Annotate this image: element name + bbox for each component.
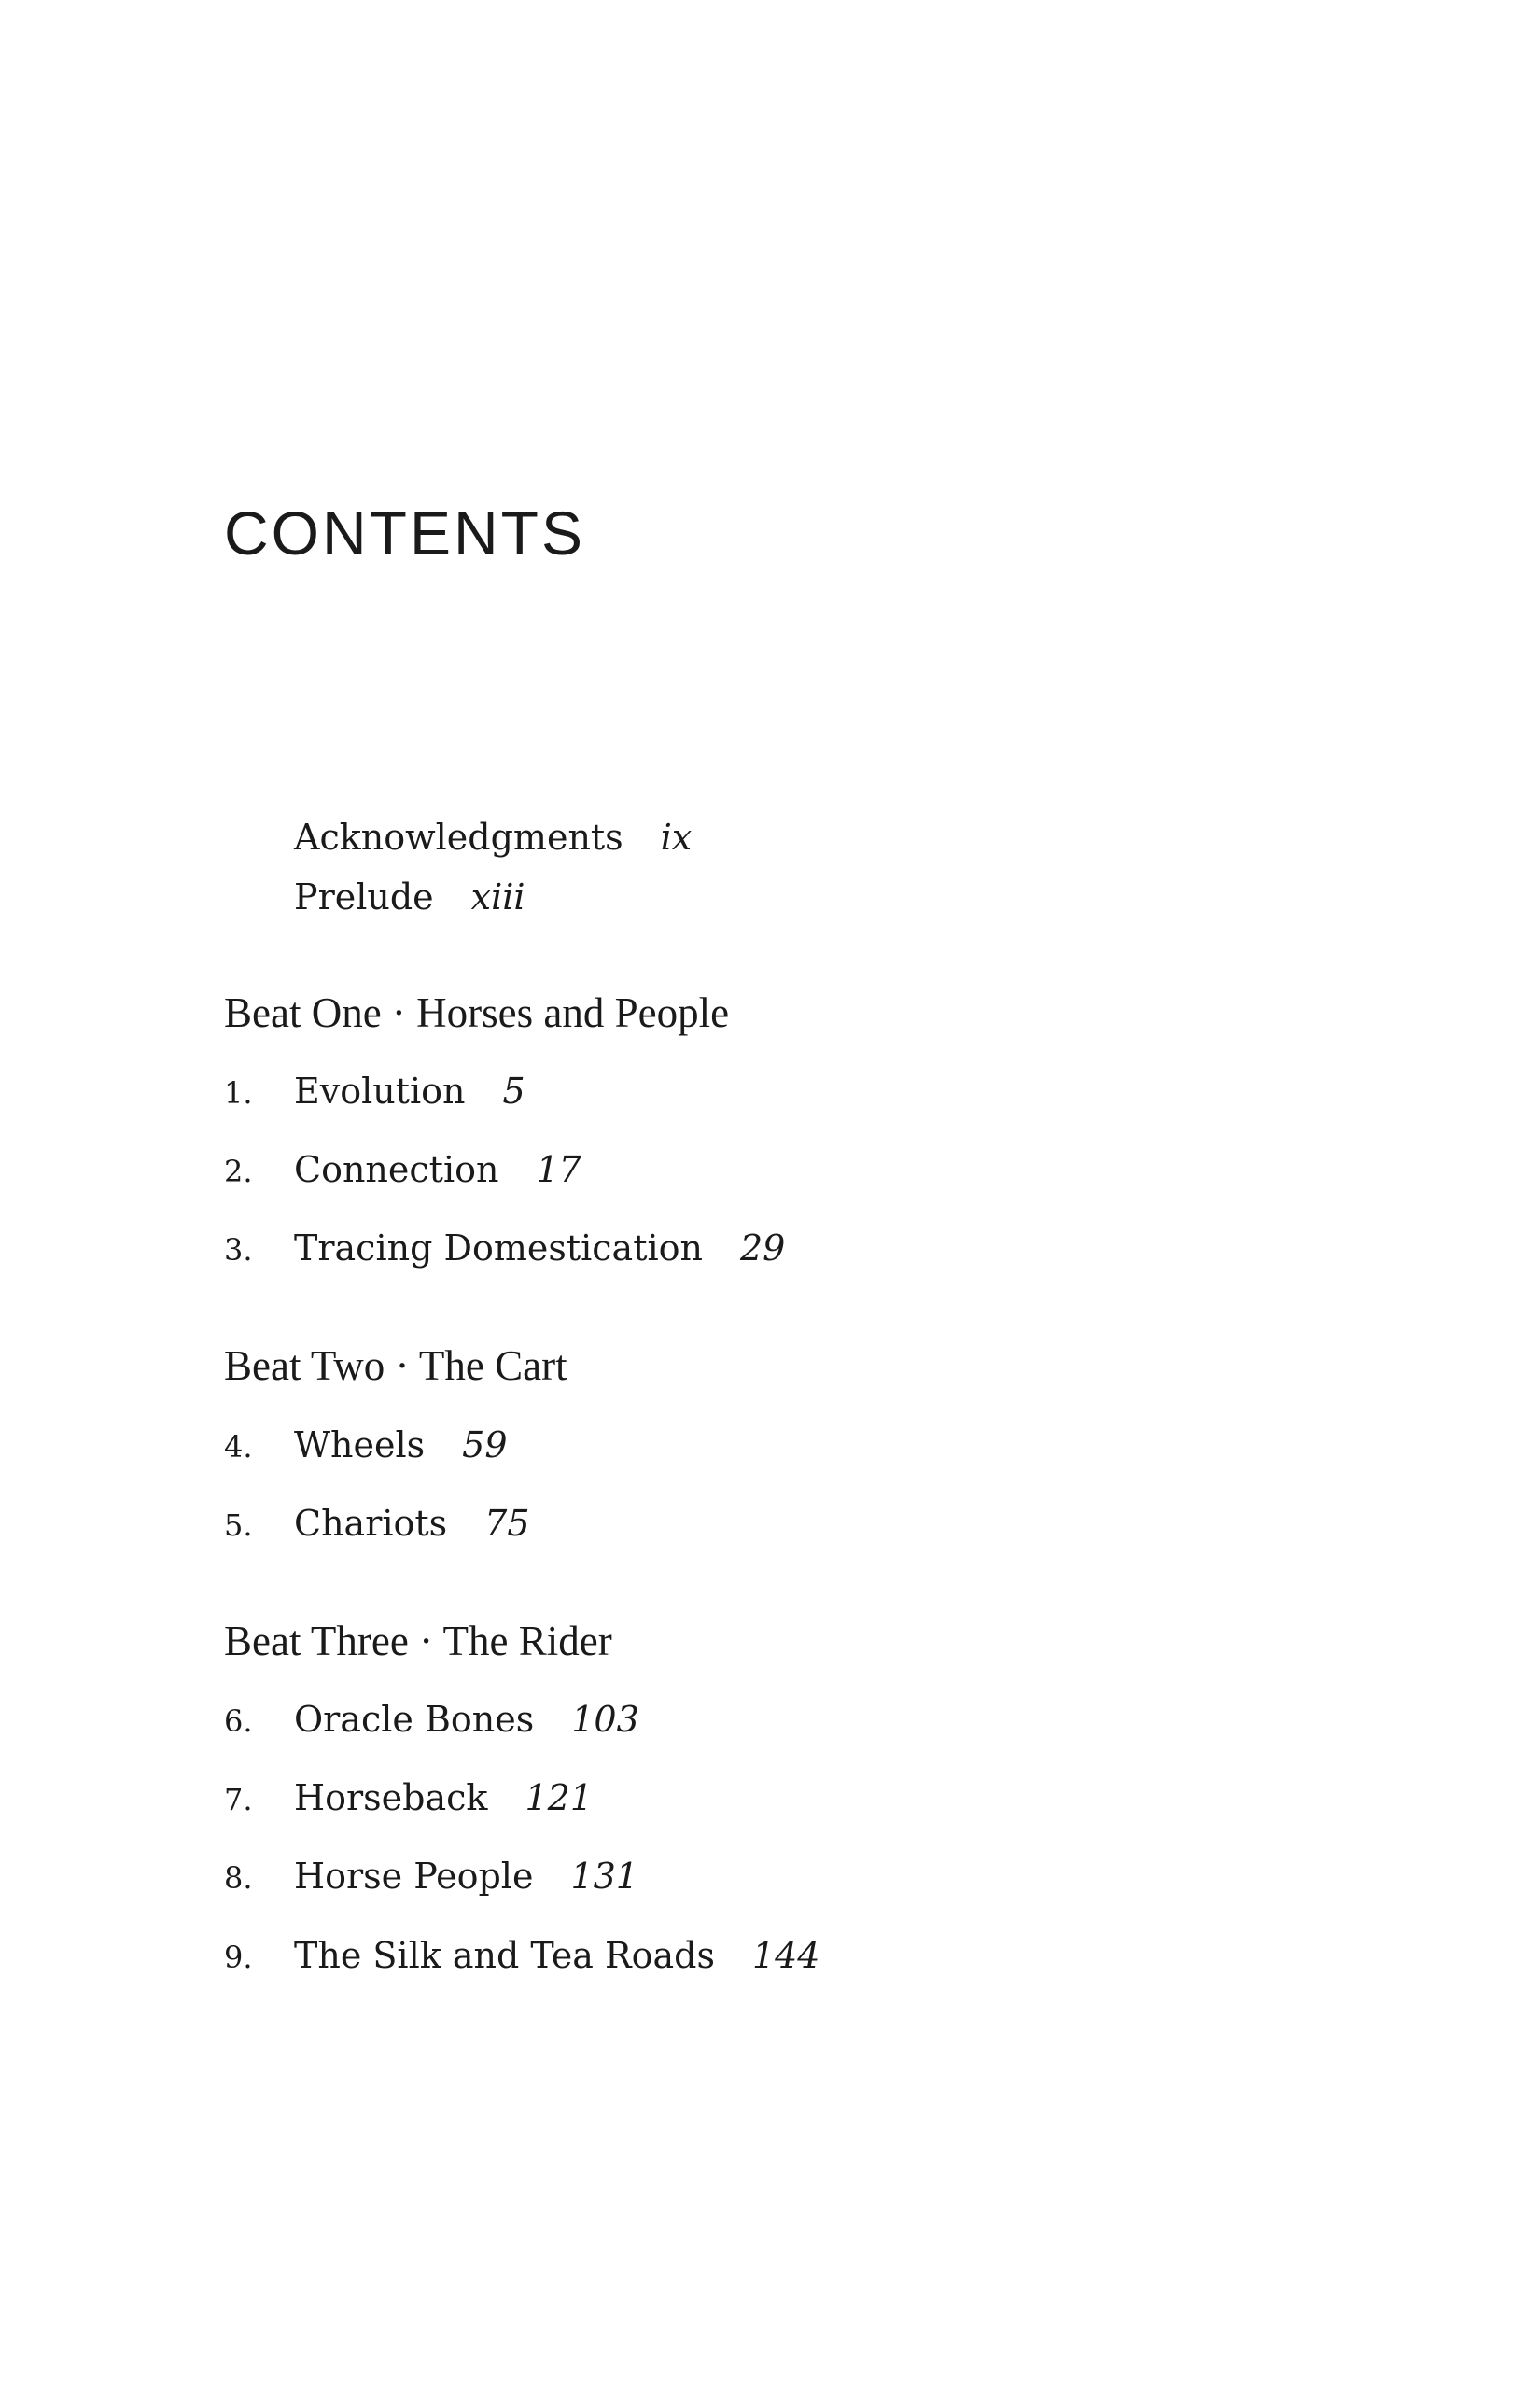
chapter-number: 8.: [224, 1860, 253, 1896]
chapter-number: 7.: [224, 1782, 253, 1817]
chapter-number: 4.: [224, 1429, 253, 1465]
chapter-number: 1.: [224, 1075, 253, 1111]
entry-title: Prelude: [294, 876, 434, 918]
entry-page: 103: [571, 1699, 639, 1740]
toc-entry-chapter-1[interactable]: [224, 1071, 525, 1112]
entry-page: 121: [525, 1777, 593, 1818]
entry-page: 75: [484, 1503, 530, 1544]
entry-title: Horse People: [294, 1856, 534, 1897]
toc-entry-chapter-8[interactable]: [224, 1856, 638, 1897]
entry-page: 5: [502, 1071, 525, 1112]
chapter-number: 2.: [224, 1154, 253, 1189]
toc-entry-chapter-7[interactable]: [224, 1777, 593, 1818]
entry-page: xiii: [470, 876, 525, 918]
entry-title: Chariots: [294, 1503, 448, 1544]
entry-title: Tracing Domestication: [294, 1227, 703, 1269]
page-title: CONTENTS: [224, 498, 585, 568]
entry-page: 144: [751, 1935, 820, 1976]
toc-entry-chapter-2[interactable]: [224, 1149, 581, 1190]
chapter-number: 5.: [224, 1507, 253, 1543]
toc-entry-chapter-5[interactable]: [224, 1503, 530, 1544]
toc-entry-prelude[interactable]: [294, 876, 525, 918]
chapter-number: 3.: [224, 1232, 253, 1268]
entry-page: 29: [739, 1227, 786, 1269]
entry-title: Acknowledgments: [294, 817, 623, 858]
entry-title: Evolution: [294, 1071, 466, 1112]
toc-entry-chapter-6[interactable]: [224, 1699, 639, 1740]
toc-entry-chapter-3[interactable]: [224, 1227, 786, 1269]
part-heading-beat-two: Beat Two · The Cart: [224, 1342, 567, 1389]
toc-entry-chapter-4[interactable]: [224, 1424, 508, 1465]
entry-title: The Silk and Tea Roads: [294, 1935, 715, 1976]
entry-title: Wheels: [294, 1424, 426, 1465]
toc-entry-chapter-9[interactable]: [224, 1935, 820, 1976]
entry-title: Horseback: [294, 1777, 488, 1818]
entry-title: Connection: [294, 1149, 499, 1190]
entry-page: 59: [462, 1424, 508, 1465]
entry-page: 131: [570, 1856, 638, 1897]
chapter-number: 9.: [224, 1940, 253, 1975]
toc-entry-acknowledgments[interactable]: [294, 817, 693, 858]
part-heading-beat-three: Beat Three · The Rider: [224, 1618, 612, 1664]
entry-page: 17: [536, 1149, 581, 1190]
part-heading-beat-one: Beat One · Horses and People: [224, 989, 730, 1036]
entry-title: Oracle Bones: [294, 1699, 535, 1740]
chapter-number: 6.: [224, 1703, 253, 1739]
entry-page: ix: [660, 817, 693, 858]
